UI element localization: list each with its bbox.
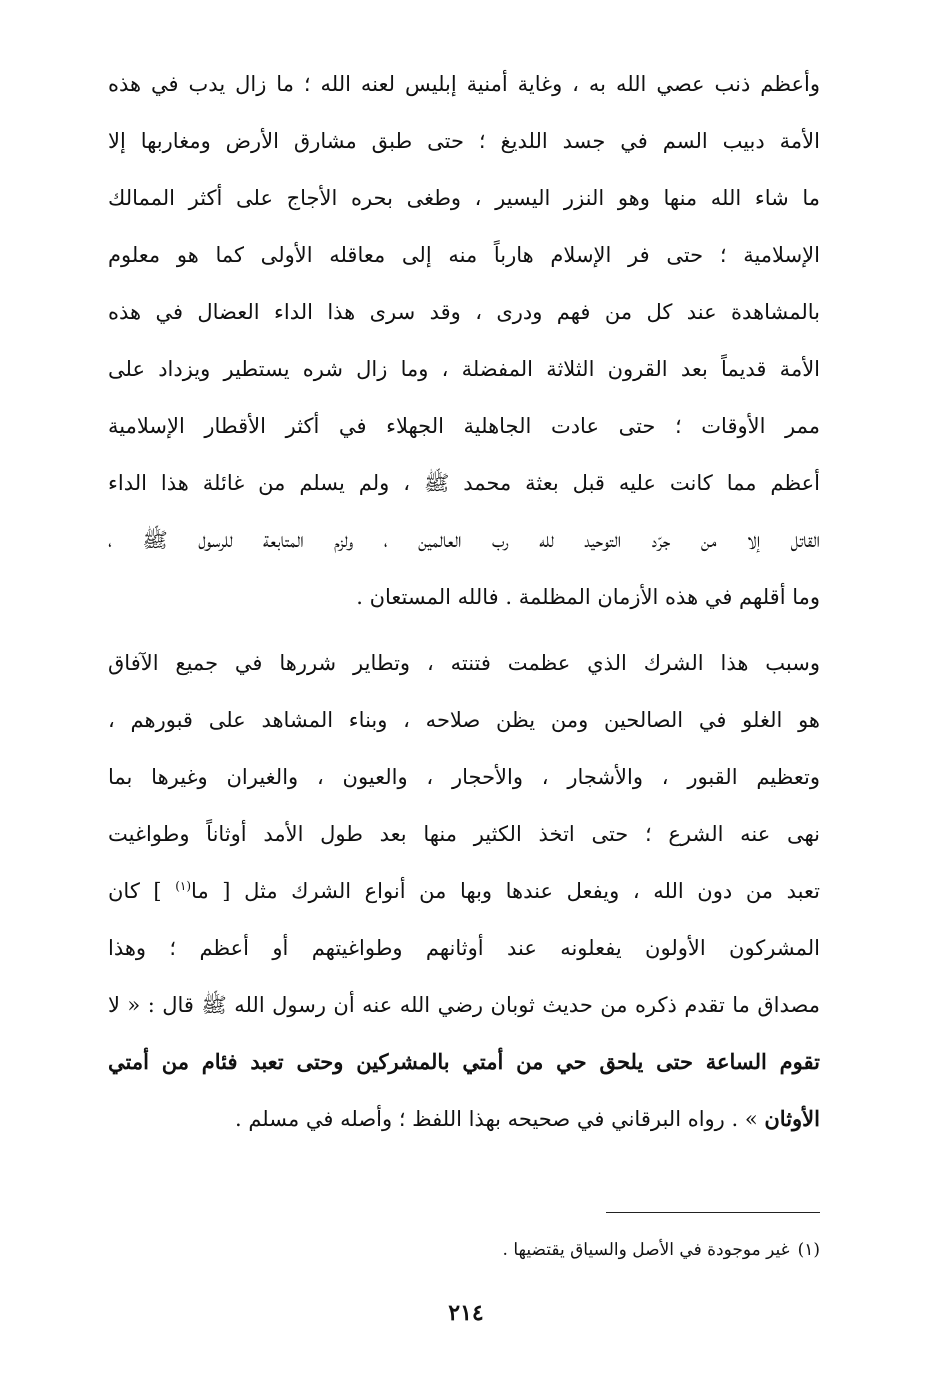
footnote bbox=[320, 1236, 820, 1264]
text-line bbox=[108, 865, 820, 922]
text-segment: ] كان bbox=[108, 879, 176, 903]
paragraph-spacer bbox=[108, 628, 820, 637]
text-line: أعظم مما كانت عليه قبل بعثة محمد ﷺ ، ولم يسلم من غائلة هذا الداء bbox=[108, 471, 820, 495]
text-line: الأمة دبيب السم في جسد اللديغ ؛ حتى طبق مشارق الأرض ومغاربها إلا bbox=[108, 129, 820, 153]
text-line: مصداق ما تقدم ذكره من حديث ثوبان رضي الله عنه أن رسول الله ﷺ قال : « لا bbox=[108, 993, 820, 1017]
text-line: هو الغلو في الصالحين ومن يظن صلاحه ، وبناء المشاهد على قبورهم ، bbox=[108, 708, 820, 732]
text-line: ممر الأوقات ؛ حتى عادت الجاهلية الجهلاء في أكثر الأقطار الإسلامية bbox=[108, 414, 820, 438]
text-line: المشركون الأولون يفعلونه عند أوثانهم وطواغيتهم أو أعظم ؛ وهذا bbox=[108, 936, 820, 960]
paragraph-2 bbox=[108, 637, 820, 1150]
text-line: القاتل إلا من جرّد التوحيد لله رب العالمين ، ولزم المتابعة للرسول ﷺ ، bbox=[108, 528, 820, 552]
text-line: وسبب هذا الشرك الذي عظمت فتنته ، وتطاير شررها في جميع الآفاق bbox=[108, 651, 820, 675]
footnote-divider bbox=[606, 1212, 820, 1213]
text-segment: تعبد من دون الله ، ويفعل عندها وبها من أنواع الشرك مثل [ ما bbox=[191, 879, 820, 903]
text-line: وأعظم ذنب عصي الله به ، وغاية أمنية إبليس لعنه الله ؛ ما زال يدب في هذه bbox=[108, 72, 820, 96]
text-segment: » . رواه البرقاني في صحيحه بهذا اللفظ ؛ وأصله في مسلم . bbox=[234, 1107, 765, 1131]
text-line: نهى عنه الشرع ؛ حتى اتخذ الكثير منها بعد طول الأمد أوثاناً وطواغيت bbox=[108, 822, 820, 846]
text-line bbox=[108, 1093, 820, 1150]
footnote-reference[interactable]: (١) bbox=[175, 879, 192, 893]
footnote-text: غير موجودة في الأصل والسياق يقتضيها . bbox=[502, 1240, 790, 1260]
text-line: الإسلامية ؛ حتى فر الإسلام هارباً منه إلى معاقله الأولى كما هو معلوم bbox=[108, 243, 820, 267]
text-line: ما شاء الله منها وهو النزر اليسير ، وطغى بحره الأجاج على أكثر الممالك bbox=[108, 186, 820, 210]
hadith-quote-line: تقوم الساعة حتى يلحق حي من أمتي بالمشركين وحتى تعبد فئام من أمتي bbox=[108, 1049, 820, 1074]
footnote-number: (١) bbox=[797, 1240, 820, 1260]
page-number: ٢١٤ bbox=[448, 1300, 484, 1326]
main-text bbox=[108, 58, 820, 1150]
text-line: بالمشاهدة عند كل من فهم ودرى ، وقد سرى هذا الداء العضال في هذه bbox=[108, 300, 820, 324]
paragraph-1 bbox=[108, 58, 820, 628]
text-line: وما أقلهم في هذه الأزمان المظلمة . فالله المستعان . bbox=[356, 585, 820, 609]
hadith-quote-end: الأوثان bbox=[764, 1106, 820, 1131]
text-line: وتعظيم القبور ، والأشجار ، والأحجار ، والعيون ، والغيران وغيرها بما bbox=[108, 765, 820, 789]
text-line: الأمة قديماً بعد القرون الثلاثة المفضلة ، وما زال شره يستطير ويزداد على bbox=[108, 357, 820, 381]
